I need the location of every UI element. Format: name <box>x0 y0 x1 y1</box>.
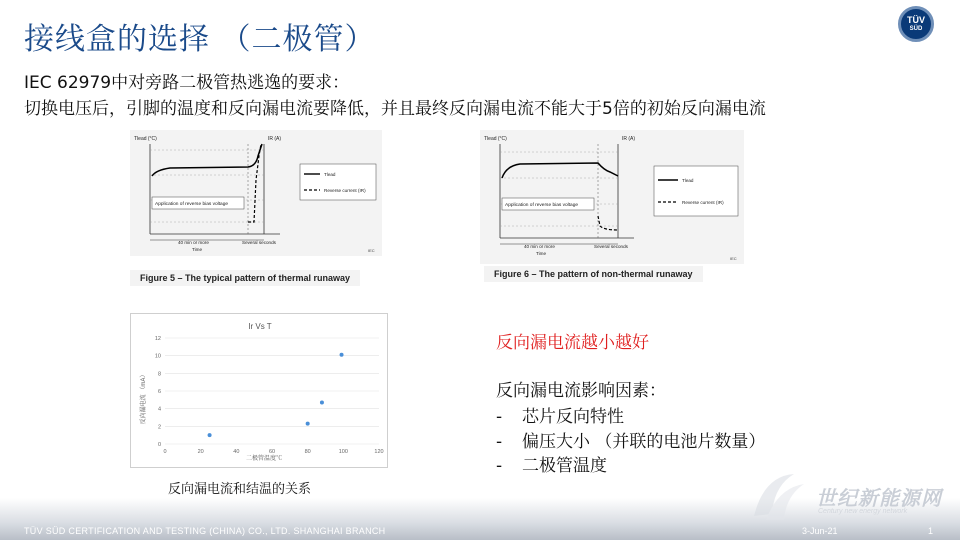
chart-title: Ir Vs T <box>248 322 272 331</box>
factor-text: 偏压大小 （并联的电池片数量） <box>522 432 766 452</box>
figure-6-caption: Figure 6 – The pattern of non-thermal runaway <box>484 266 703 282</box>
chart-x-tick-label: 60 <box>268 449 276 455</box>
chart-y-tick-label: 4 <box>157 406 161 413</box>
fig6-iec-mark: IEC <box>730 256 737 261</box>
fig6-time-label: Time <box>536 251 547 256</box>
fig5-duration-1: 40 min or more <box>178 240 209 245</box>
chart-x-tick-label: 40 <box>233 449 240 455</box>
fig6-tlead-curve <box>502 163 618 178</box>
logo-text-top: TÜV <box>907 15 925 25</box>
chart-y-tick-label: 2 <box>157 424 161 431</box>
fig5-legend <box>300 164 376 200</box>
factor-text: 芯片反向特性 <box>522 407 624 427</box>
factor-item: - 二极管温度 <box>496 456 607 476</box>
fig5-duration-2: Several seconds <box>242 240 276 245</box>
fig5-legend-tlead: Tlead <box>324 172 336 177</box>
tuv-sud-logo <box>898 6 934 42</box>
factors-title: 反向漏电流影响因素： <box>496 381 666 401</box>
watermark-subtext: Century new energy network <box>818 508 908 515</box>
chart-y-tick-label: 0 <box>157 442 161 448</box>
chart-x-tick-label: 20 <box>197 449 204 455</box>
slide-title: 接线盒的选择 （二极管） <box>24 22 376 57</box>
chart-point <box>320 400 324 404</box>
chart-x-tick-label: 0 <box>163 449 167 455</box>
intro-line-2: 切换电压后，引脚的温度和反向漏电流要降低，并且最终反向漏电流不能大于5倍的初始反向漏电流 <box>24 99 766 119</box>
chart-point <box>208 433 212 437</box>
fig5-ir-curve <box>248 144 261 222</box>
fig5-box-label: Application of reverse bias voltage <box>155 202 229 207</box>
figure-6-diagram <box>480 130 744 264</box>
chart-x-label: 二极管温度℃ <box>245 456 283 462</box>
chart-y-tick-label: 6 <box>157 389 161 395</box>
figure-5-diagram <box>130 130 382 256</box>
chart-x-tick-label: 80 <box>304 449 311 455</box>
chart-point <box>306 422 310 426</box>
fig5-time-label: Time <box>192 247 203 252</box>
logo-text-bottom: SÜD <box>909 26 923 32</box>
fig6-duration-2: Several seconds <box>594 244 628 249</box>
chart-gridlines <box>165 338 379 444</box>
chart-x-ticks <box>163 449 383 455</box>
footer-date: 3-Jun-21 <box>802 526 838 536</box>
chart-points <box>208 353 344 437</box>
chart-y-label: 反向漏电流 （mA） <box>141 371 147 425</box>
chart-y-ticks <box>155 336 161 448</box>
chart-caption: 反向漏电流和结温的关系 <box>168 482 312 497</box>
factor-item: - 偏压大小 （并联的电池片数量） <box>496 432 766 452</box>
fig6-legend-tlead: Tlead <box>682 178 694 183</box>
fig6-box-label: Application of reverse bias voltage <box>505 203 579 208</box>
figure-5-caption: Figure 5 – The typical pattern of thermal runaway <box>130 270 360 286</box>
factor-text: 二极管温度 <box>522 456 607 476</box>
fig5-iec-mark: IEC <box>368 248 375 253</box>
footer-page-number: 1 <box>928 526 934 536</box>
chart-x-tick-label: 100 <box>338 449 348 455</box>
fig6-duration-1: 40 min or more <box>524 244 555 249</box>
fig5-y-left-label: Tlead (°C) <box>134 136 157 142</box>
ir-vs-t-chart <box>130 313 388 468</box>
watermark-text: 世纪新能源网 <box>816 486 942 510</box>
chart-y-tick-label: 10 <box>154 353 161 360</box>
ir-vs-t-chart-svg <box>131 314 389 469</box>
chart-y-tick-label: 12 <box>154 336 161 342</box>
highlight-note: 反向漏电流越小越好 <box>496 333 649 353</box>
fig6-y-left-label: Tlead (°C) <box>484 136 507 142</box>
chart-y-tick-label: 8 <box>157 371 161 378</box>
fig6-legend-ir: Reverse current (IR) <box>682 200 724 205</box>
fig5-legend-ir: Reverse current (IR) <box>324 188 366 193</box>
intro-line-1: IEC 62979中对旁路二极管热逃逸的要求： <box>24 73 350 93</box>
factor-item: - 芯片反向特性 <box>496 407 624 427</box>
fig5-y-right-label: IR (A) <box>268 136 282 142</box>
figure-5-panel <box>130 130 382 256</box>
fig5-tlead-curve <box>152 144 262 176</box>
figure-6-panel <box>480 130 744 264</box>
fig6-y-right-label: IR (A) <box>622 136 636 142</box>
chart-point <box>340 353 344 357</box>
footer-company: TÜV SÜD CERTIFICATION AND TESTING (CHINA) CO., LTD. SHANGHAI BRANCH <box>24 526 386 536</box>
fig6-legend <box>654 166 738 216</box>
fig6-ir-curve <box>598 216 618 230</box>
chart-x-tick-label: 120 <box>374 449 384 455</box>
